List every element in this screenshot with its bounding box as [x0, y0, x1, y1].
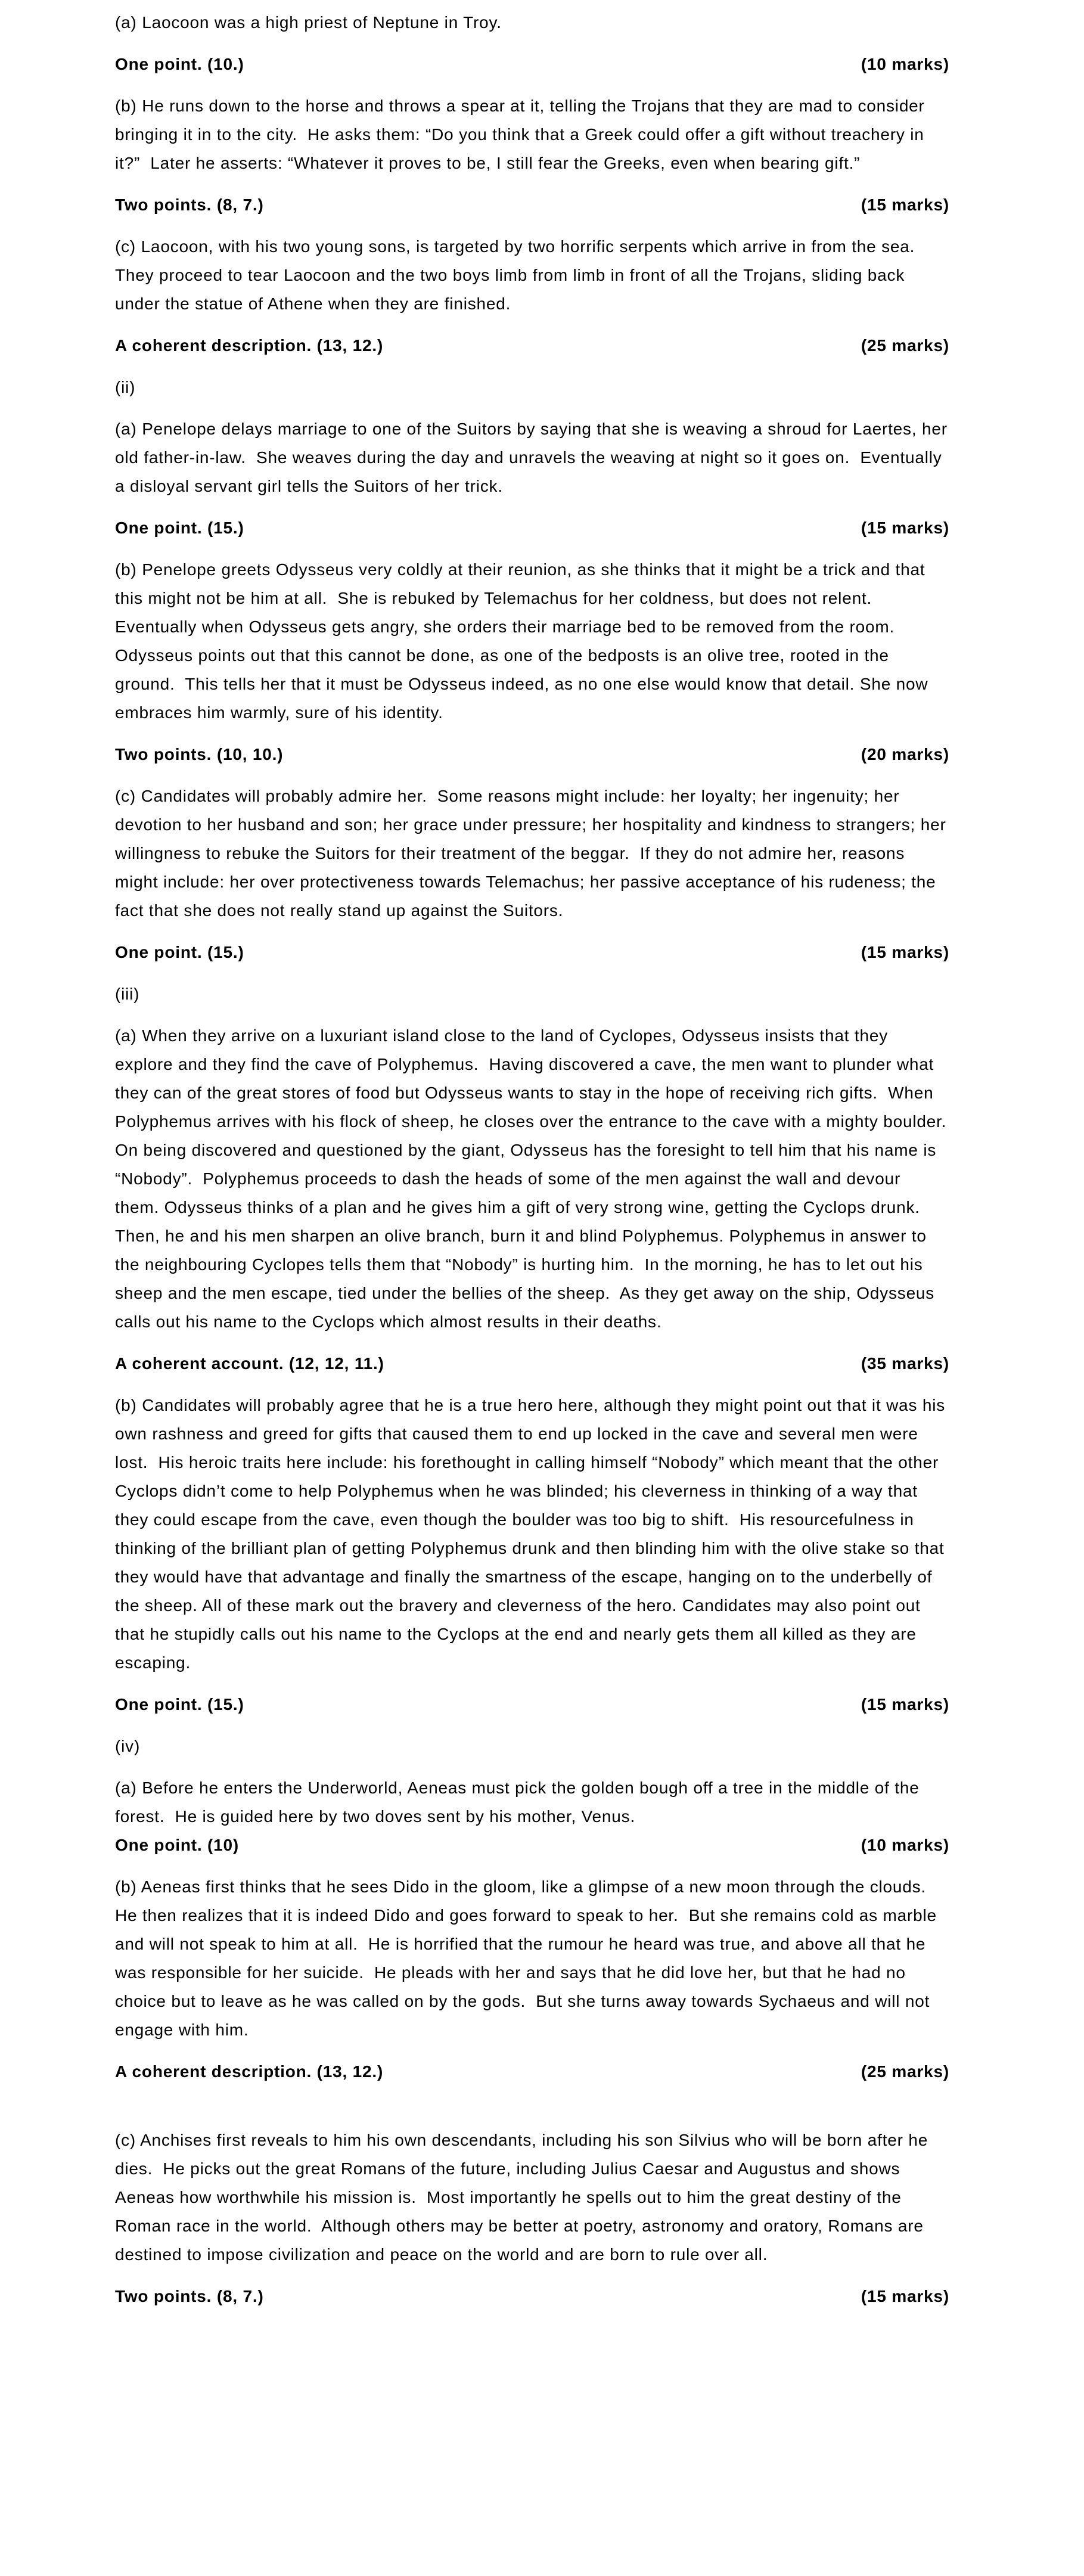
answer-paragraph: (c) Candidates will probably admire her. Some reasons might include: her loyalty; her ingenuity; her devotion to her husband and son; her grace under pressure; her hospitality and kindness to strangers; her willingness to rebuke the Suitors for their treatment of the beggar. If they do not admire her, reasons might include: her over protectiveness towards Telemachus; her passive acceptance of his rudeness; the fact that she does not really stand up against the Suitors.	[115, 787, 952, 920]
marks-row	[115, 740, 949, 769]
answer-paragraph: (c) Anchises first reveals to him his own descendants, including his son Silvius who will be born after he dies. He picks out the great Romans of the future, including Julius Caesar and Augustus and shows Aeneas how worthwhile his mission is. Most importantly he spells out to him the great destiny of the Roman race in the world. Although others may be better at poetry, astronomy and oratory, Romans are destined to impose civilization and peace on the world and are born to rule over all.	[115, 2131, 933, 2264]
section-label: (iv)	[115, 1737, 141, 1755]
marks-value: (15 marks)	[861, 2287, 949, 2305]
marks-row	[115, 331, 949, 360]
marks-row	[115, 938, 949, 967]
answer-paragraph: (b) Aeneas first thinks that he sees Dido in the gloom, like a glimpse of a new moon through the clouds. He then realizes that it is indeed Dido and goes forward to speak to her. But she remains cold as marble and will not speak to him at all. He is horrified that the rumour he heard was true, and above all that he was responsible for her suicide. He pleads with her and says that he did love her, but that he had no choice but to leave as he was called on by the gods. But she turns away towards Sychaeus and will not engage with him.	[115, 1877, 942, 2039]
answer-paragraph: (a) Laocoon was a high priest of Neptune in Troy.	[115, 13, 502, 32]
marks-scheme-label: A coherent description. (13, 12.)	[115, 336, 384, 355]
marks-scheme-label: A coherent description. (13, 12.)	[115, 2062, 384, 2081]
answer-paragraph: (a) Before he enters the Underworld, Aeneas must pick the golden bough off a tree in the middle of the forest. He is guided here by two doves sent by his mother, Venus.	[115, 1779, 925, 1826]
marks-value: (35 marks)	[861, 1354, 949, 1373]
marks-row	[115, 2057, 949, 2086]
marks-scheme-label: Two points. (8, 7.)	[115, 195, 264, 214]
answer-paragraph: (a) Penelope delays marriage to one of the Suitors by saying that she is weaving a shroud for Laertes, her old father-in-law. She weaves during the day and unravels the weaving at night so it goes on. Eventually a disloyal servant girl tells the Suitors of her trick.	[115, 420, 953, 495]
marks-row	[115, 1349, 949, 1378]
marks-scheme-label: One point. (15.)	[115, 943, 244, 961]
marks-value: (15 marks)	[861, 195, 949, 214]
marks-value: (20 marks)	[861, 745, 949, 764]
marks-row	[115, 2282, 949, 2311]
marks-scheme-label: One point. (10.)	[115, 55, 244, 73]
section-label: (iii)	[115, 985, 140, 1003]
marks-row	[115, 514, 949, 542]
marks-scheme-label: One point. (10)	[115, 1836, 239, 1854]
marks-value: (25 marks)	[861, 2062, 949, 2081]
marks-row	[115, 191, 949, 219]
marks-value: (10 marks)	[861, 1836, 949, 1854]
answer-paragraph: (c) Laocoon, with his two young sons, is targeted by two horrific serpents which arrive in from the sea. They proceed to tear Laocoon and the two boys limb from limb in front of all the Trojans, sliding back under the statue of Athene when they are finished.	[115, 237, 925, 313]
marks-value: (15 marks)	[861, 943, 949, 961]
marks-value: (15 marks)	[861, 519, 949, 537]
answer-paragraph: (a) When they arrive on a luxuriant island close to the land of Cyclopes, Odysseus insists that they explore and they find the cave of Polyphemus. Having discovered a cave, the men want to plunder what they can of the great stores of food but Odysseus wants to stay in the hope of receiving rich gifts. When Polyphemus arrives with his flock of sheep, he closes over the entrance to the cave with a mighty boulder. On being discovered and questioned by the giant, Odysseus has the foresight to tell him that his name is “Nobody”. Polyphemus proceeds to dash the heads of some of the men against the wall and devour them. Odysseus thinks of a plan and he gives him a gift of very strong wine, getting the Cyclops drunk. Then, he and his men sharpen an olive branch, burn it and blind Polyphemus. Polyphemus in answer to the neighbouring Cyclopes tells them that “Nobody” is hurting him. In the morning, he has to let out his sheep and the men escape, tied under the bellies of the sheep. As they get away on the ship, Odysseus calls out his name to the Cyclops which almost results in their deaths.	[115, 1026, 957, 1331]
marks-value: (10 marks)	[861, 55, 949, 73]
answer-paragraph: (b) He runs down to the horse and throws a spear at it, telling the Trojans that they are mad to consider bringing it in to the city. He asks them: “Do you think that a Greek could offer a gift without treachery in it?” Later he asserts: “Whatever it proves to be, I still fear the Greeks, even when bearing gift.”	[115, 97, 930, 172]
marks-scheme-label: One point. (15.)	[115, 519, 244, 537]
marks-row	[115, 1690, 949, 1719]
marks-row	[115, 1831, 949, 1860]
section-label: (ii)	[115, 378, 136, 396]
marks-scheme-label: One point. (15.)	[115, 1695, 244, 1714]
marks-scheme-label: A coherent account. (12, 12, 11.)	[115, 1354, 384, 1373]
marks-scheme-label: Two points. (8, 7.)	[115, 2287, 264, 2305]
marks-scheme-label: Two points. (10, 10.)	[115, 745, 284, 764]
answer-paragraph: (b) Penelope greets Odysseus very coldly at their reunion, as she thinks that it might be a trick and that this might not be him at all. She is rebuked by Telemachus for her coldness, but does not relent. Eventually when Odysseus gets angry, she orders their marriage bed to be removed from the room. Odysseus points out that this cannot be done, as one of the bedposts is an olive tree, rooted in the ground. This tells her that it must be Odysseus indeed, as no one else would know that detail. She now embraces him warmly, sure of his identity.	[115, 560, 934, 722]
paragraph-spacer	[115, 2099, 949, 2126]
answer-paragraph: (b) Candidates will probably agree that he is a true hero here, although they might point out that it was his own rashness and greed for gifts that caused them to end up locked in the cave and several men were lost. His heroic traits here include: his forethought in calling himself “Nobody” which meant that the other Cyclops didn’t come to help Polyphemus when he was blinded; his cleverness in thinking of a way that they could escape from the cave, even though the boulder was too big to shift. His resourcefulness in thinking of the brilliant plan of getting Polyphemus drunk and then blinding him with the olive stake so that they would have that advantage and finally the smartness of the escape, hanging on to the underbelly of the sheep. All of these mark out the bravery and cleverness of the hero. Candidates may also point out that he stupidly calls out his name to the Cyclops at the end and nearly gets them all killed as they are escaping.	[115, 1396, 951, 1672]
marks-row	[115, 50, 949, 79]
marks-value: (25 marks)	[861, 336, 949, 355]
marks-value: (15 marks)	[861, 1695, 949, 1714]
